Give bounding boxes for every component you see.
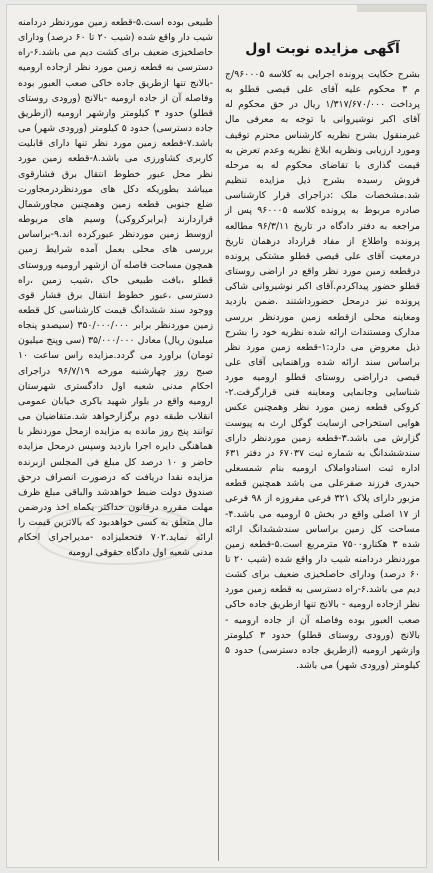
left-column-text: طبیعی بوده است.۵-قطعه زمین موردنظر دردامنه شیب دار واقع شده (شیب ۲۰ تا ۶۰ درصد) ودارای حاصلخیزی ضعیف برای کشت دیم می باشد.۶-راه دسترسی به قطعه زمین مورد نظر ازجاده ارومیه -بالانج تنها ازطریق جاده خاکی صعب العبور بوده وفاصله آن از جاده ارومیه -بالانج (ورودی روستای قطلو) حدود ۳ کیلومتر وازشهر ارومیه (ازطریق جاده دسترسی) حدود ۵ کیلومتر (ورودی شهر) می باشد.۷-قطعه زمین مورد نظر تنها دارای قابلیت کاربری کشاورزی می باشد.۸-قطعه زمین مورد نظر محل عبور خطوط انتقال برق فشارقوی میباشد بطوریکه دکل های موردنظردرمجاورت ضلع جنوبی قطعه زمین وهمچنین مجاورشمال قراردارند (برابرکروکی) وسیم های مربوطه ازوسط زمین موردنظر عبورکرده اند.۹-براساس بررسی های محلی بعمل آمده شرایط زمین همچون مساحت فاصله آن ازشهر ارومیه وروستای قطلو ،بافت طبیعی خاک ،شیب زمین ،راه دسترسی ،عبور خطوط انتقال برق فشار قوی ووجود سند ششدانگ قیمت کارشناسی کل قطعه زمین موردنظر برابر ۳۵۰/۰۰۰/۰۰۰ (سیصدو پنجاه میلیون ریال) معادل ۳۵/۰۰۰/۰۰۰ (سی وپنج میلیون تومان) براورد می گردد.مزایده راس ساعت ۱۰ صبح روز چهارشنبه مورخه ۹۶/۷/۱۹ دراجرای احکام مدنی شعبه اول دادگستری شهرستان ارومیه واقع در بلوار شهید باکری خیابان عمومی انقلاب طبقه دوم برگزارخواهد شد.متقاضیان می توانند پنج روز مانده به مزایده ازمحل موردنظر با هماهنگی دایره اجرا بازدید وسپس درمحل مزایده حاضر و ۱۰ درصد کل مبلغ فی المجلس ازبرنده مزایده نقدا دریافت که درصورت انصراف درحق صندوق دولت ضبط خواهدشد والباقی مبلغ ظرف مهلت مقرره درقانون حداکثر یکماه اخذ ودرضمن مال متعلق به کسی خواهدبود که بالاترین قیمت را ارائه نماید.۷۰۲ فتحعلیزاده -مدیراجرای احکام مدنی شعبه اول دادگاه حقوقی ارومیه	[18, 17, 214, 559]
newspaper-clipping	[6, 4, 427, 868]
left-column	[15, 15, 215, 861]
right-column	[223, 15, 423, 861]
clipping-edge-strip	[357, 5, 427, 12]
column-divider	[218, 15, 219, 861]
notice-title: آگهی مزایده نوبت اول	[245, 41, 400, 57]
right-column-text: بشرح حکایت پرونده اجرایی به کلاسه ۹۶۰۰۰۵/ج م ۳ محکوم علیه آقای علی قیصی قطلو به پرداخت ۱/۳۱۷/۶۷۰/۰۰۰ ریال در حق محکوم له آقای اکبر نوشیروانی با توجه به معرفی مال غیرمنقول بشرح نظریه کارشناس محترم توقیف ومورد ارزیابی ونظریه ابلاغ نظریه وعدم تعرض به قیمت گذاری با تقاضای محکوم له به مرحله فروش رسیده بشرح ذیل مزایده تنظیم شد.مشخصات ملک :دراجرای قرار کارشناسی صادره مربوط به پرونده کلاسه ۹۶۰۰۰۵ پس از مراجعه به دفتر دادگاه در تاریخ ۹۶/۳/۱۱ مطالعه پرونده واطلاع از مفاد قرارداد درهمان تاریخ درمعیت آقای علی قیصی قطلو مشتکی پرونده درقطعه زمین مورد نظر واقع در اراضی روستای قطلو حضور پیداکردم.آقای اکبر نوشیروانی شاکی پرونده نیز درمحل حضورداشتند .ضمن بازدید ومعاینه محلی ازقطعه زمین موردنظر بررسی مدارک ومستندات ارائه شده نظریه خود را بشرح ذیل معروض می دارد:۱-قطعه زمین مورد نظر براساس سند ارائه شده وراهنمایی آقای علی قیصی دراراضی روستای قطلو ارومیه مورد شناسایی وجانمایی ومعاینه فنی قرارگرفت.۲-کروکی قطعه زمین مورد نظر وهمچنین عکس هوایی استخراجی ازسایت گوگل ارث به پیوست گزارش می باشد.۳-قطعه زمین موردنظر دارای سندششدانگ به شماره ثبت ۶۷۰۳۷ در دفتر ۶۳۱ اداره ثبت اسنادواملاک ارومیه بنام شمسعلی حیدری فرزند صفرعلی می باشد همچنین قطعه مزبور دارای پلاک ۳۲۱ فرعی مفروزه از ۹۸ فرعی از ۱۷ اصلی واقع در بخش ۵ ارومیه می باشد.۴-مساحت کل زمین براساس سندششدانگ ارائه شده ۳ هکتارو۷۵۰۰ مترمربع است.۵-قطعه زمین موردنظر دردامنه شیب دار واقع شده (شیب ۲۰ تا ۶۰ درصد) ودارای حاصلخیزی ضعیف برای کشت دیم می باشد.۶-راه دسترسی به قطعه زمین مورد نظر ازجاده ارومیه - بالانج تنها ازطریق جاده خاکی صعب العبور بوده وفاصله آن از جاده ارومیه - بالانج (ورودی روستای قطلو) حدود ۳ کیلومتر وازشهر ارومیه (ازطریق جاده دسترسی) حدود ۵ کیلومتر (ورودی شهر) می باشد.	[225, 69, 420, 672]
